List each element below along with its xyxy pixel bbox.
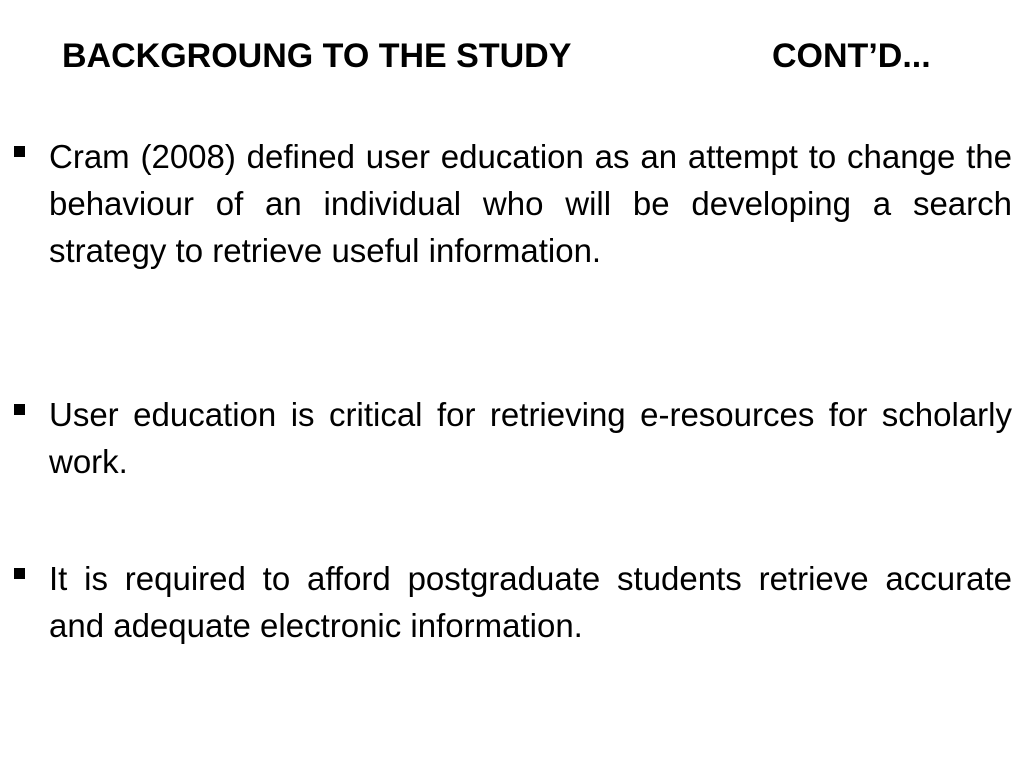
title-continued: CONT’D... (772, 36, 931, 75)
title-main: BACKGROUNG TO THE STUDY (62, 36, 572, 75)
slide-title (62, 32, 982, 80)
square-bullet-icon (14, 568, 25, 579)
bullet-text: Cram (2008) defined user education as an attempt to change the behaviour of an individual who will be developing a search strategy to retrieve useful information. (49, 138, 1012, 269)
square-bullet-icon (14, 146, 25, 157)
bullet-text: It is required to afford postgraduate students retrieve accurate and adequate electronic information. (49, 560, 1012, 644)
bullet-text: User education is critical for retrieving e-resources for scholarly work. (49, 396, 1012, 480)
square-bullet-icon (14, 404, 25, 415)
